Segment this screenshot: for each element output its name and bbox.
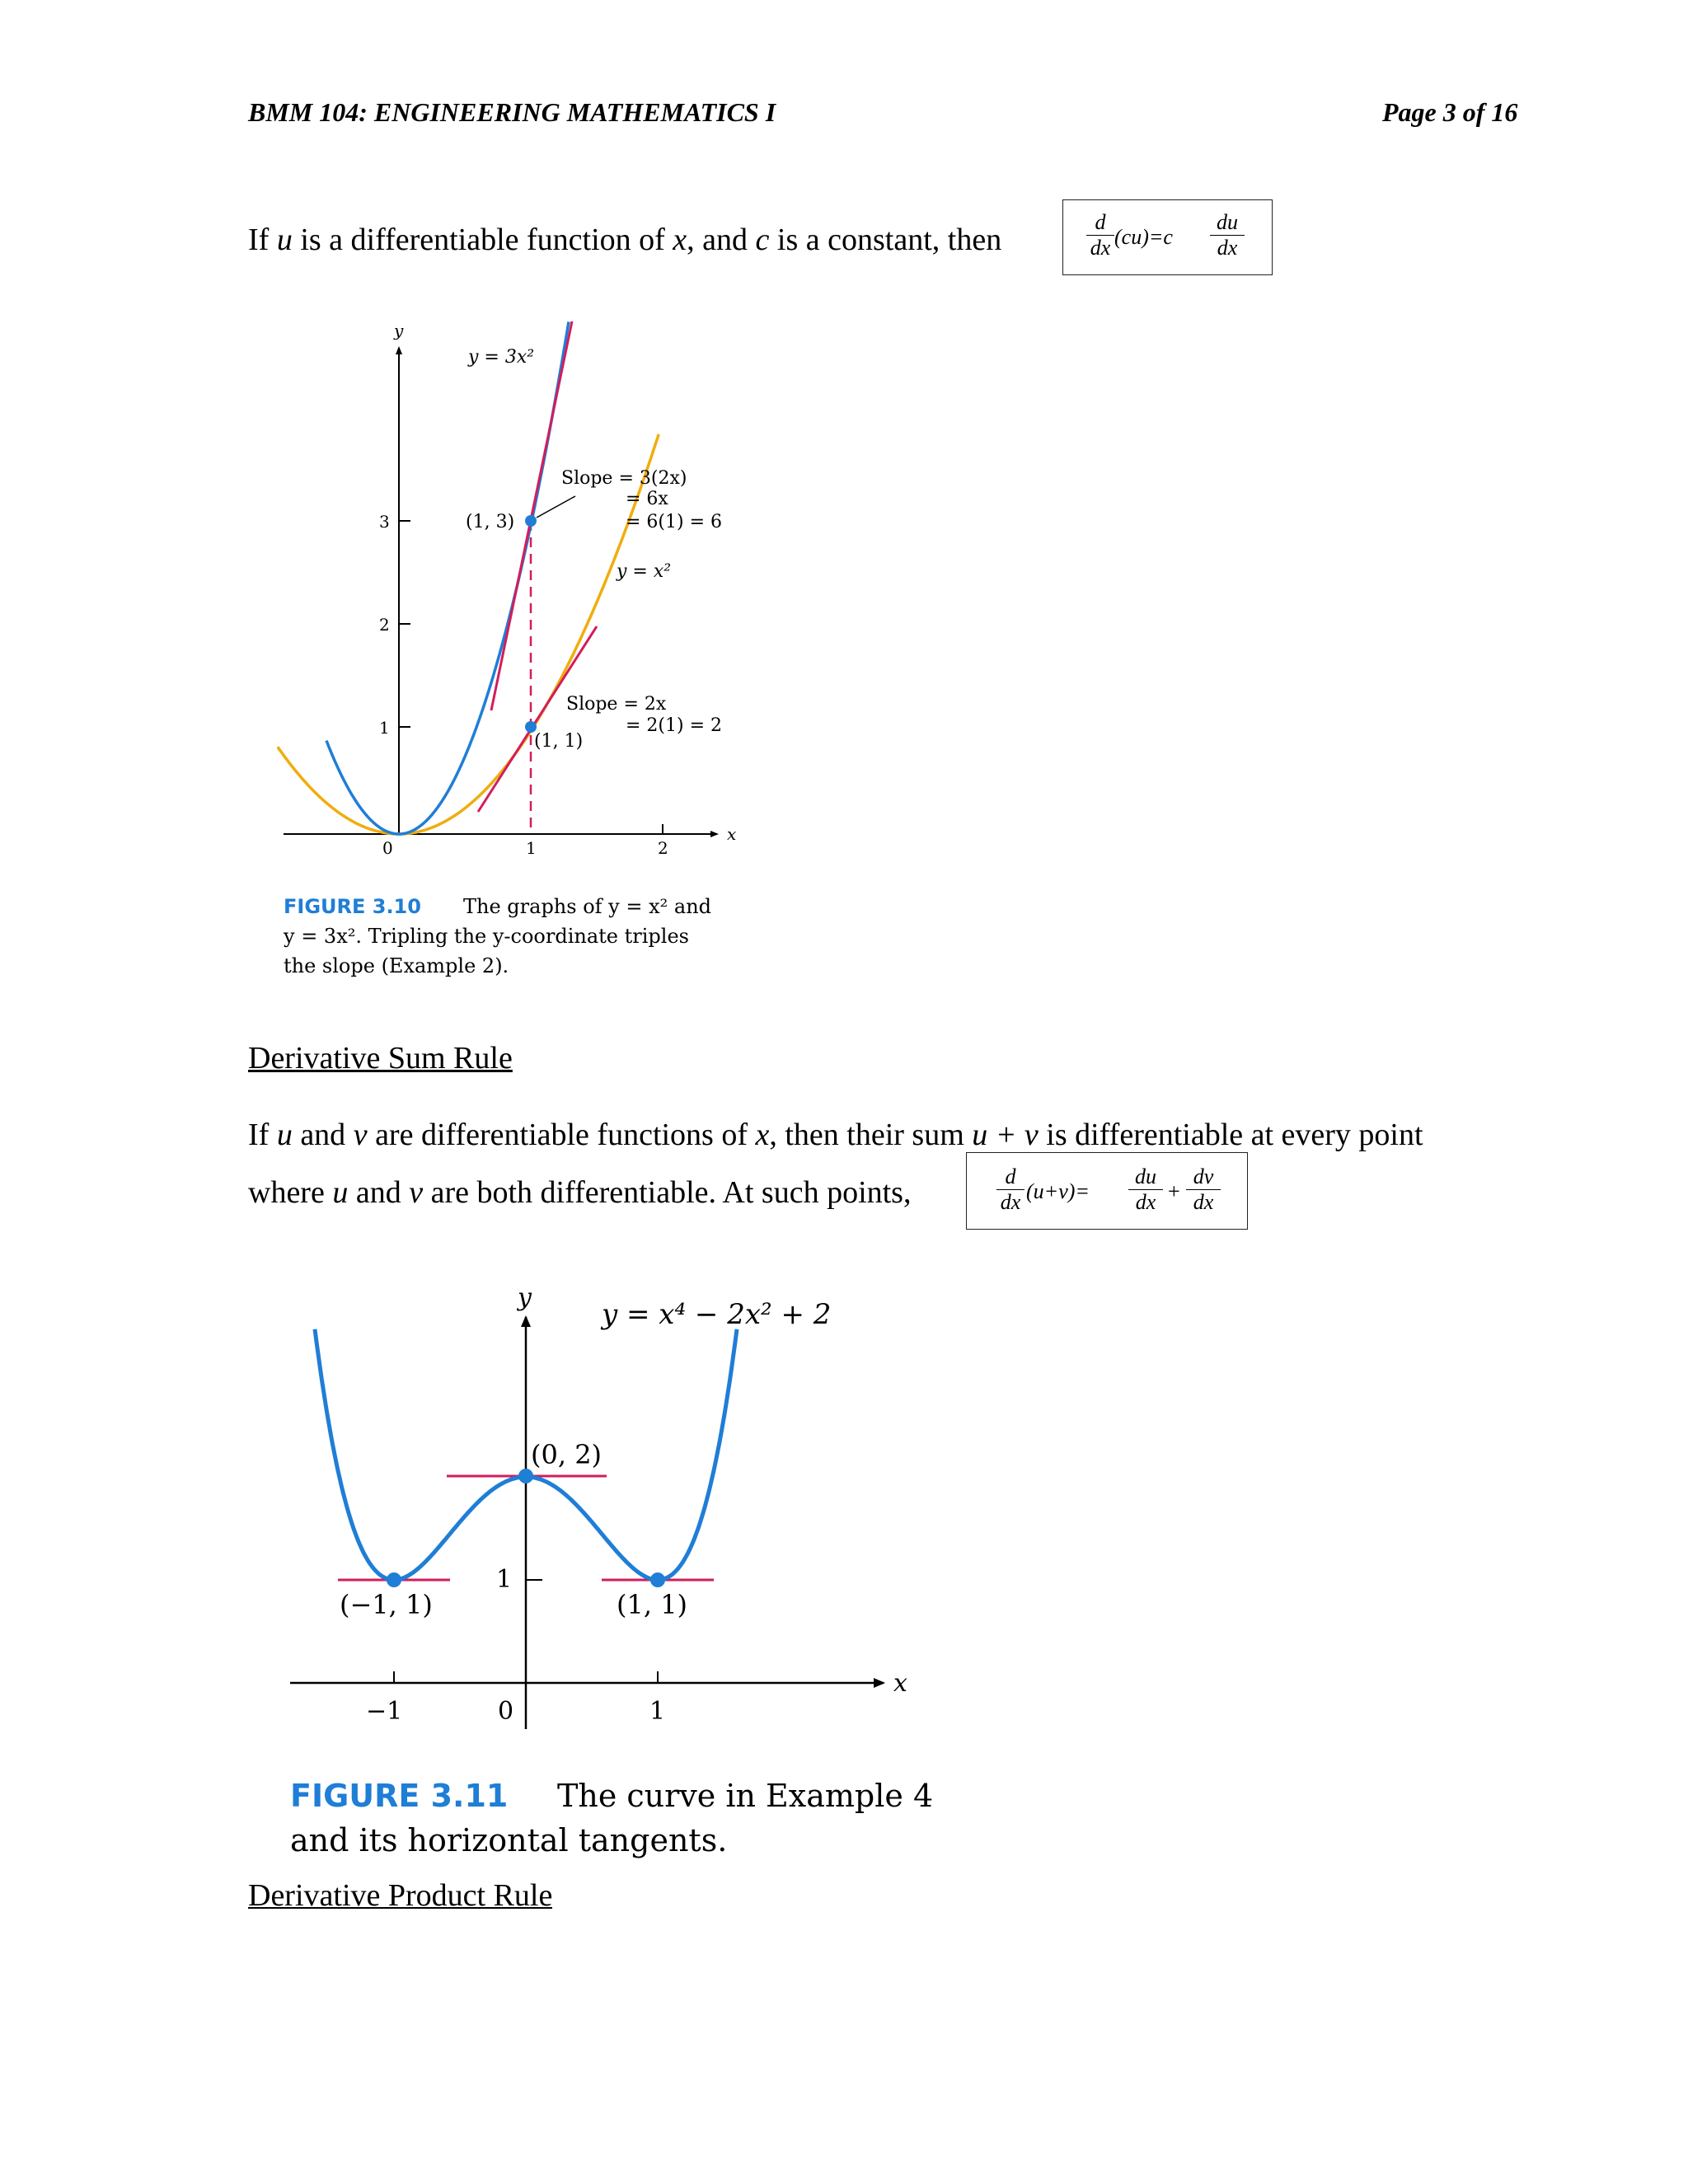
figure-3-10-title: FIGURE 3.10 [284,895,421,918]
figure-3-10-caption-line-2: y = 3x². Tripling the y-coordinate triples [284,925,689,948]
sum-rule-line-2: where u and v are both differentiable. At such points, [248,1175,912,1210]
course-header: BMM 104: ENGINEERING MATHEMATICS I [248,97,776,127]
x-tick-2: 2 [658,838,668,858]
slope-bottom-1: Slope = 2x [566,694,667,715]
product-rule-clip [248,1879,552,1909]
y-tick-3: 3 [379,512,390,532]
x-axis-label: x [893,1669,907,1698]
origin-label: 0 [382,838,393,858]
y-tick-1: 1 [379,718,390,738]
x-tick-1: 1 [526,838,537,858]
x-tick-minus-1: −1 [366,1697,403,1726]
constant-rule-formula: $\frac{d}{dx}$ (cu)=c $\frac{du}{dx}$ [1062,199,1273,275]
curve-3x-squared [326,321,569,834]
figure-3-11-title: FIGURE 3.11 [290,1778,509,1814]
figure-3-11-caption-line-1: The curve in Example 4 [557,1778,934,1814]
slope-top-1: Slope = 3(2x) [561,468,687,489]
slope-top-3: = 6(1) = 6 [626,512,723,532]
point-1-3 [525,515,537,527]
point-1-1 [650,1572,665,1587]
label-point-1-1: (1, 1) [534,731,584,752]
equation-label: y = x⁴ − 2x² + 2 [602,1298,832,1331]
page-number: Page 3 of 16 [1382,97,1518,127]
x-tick-1: 1 [649,1697,666,1726]
label-3x2: y = 3x² [468,347,535,368]
slope-bottom-2: = 2(1) = 2 [626,715,723,736]
sum-rule-formula: $\frac{d}{dx}$ (u+v)= $\frac{du}{dx}$ + $\frac{dv}{dx}$ [966,1152,1248,1230]
tangent-line-x2 [478,626,597,812]
x-axis-label: x [727,824,737,844]
label-point-1-3: (1, 3) [466,512,515,532]
figure-3-10 [277,313,771,989]
sum-rule-line-1: If u and v are differentiable functions of x, then their sum u + v is differentiable at every point [248,1118,1423,1152]
y-tick-2: 2 [379,615,390,635]
constant-rule-text: If u is a differentiable function of x, and c is a constant, then [248,223,1002,257]
y-tick-1: 1 [496,1565,513,1594]
label-point-minus-1-1: (−1, 1) [340,1589,433,1620]
figure-3-11-caption-line-2: and its horizontal tangents. [290,1822,728,1858]
origin-label: 0 [498,1697,514,1726]
figure-3-11 [277,1253,1002,1863]
product-rule-heading: Derivative Product Rule [248,1879,553,1909]
slope-top-2: = 6x [626,489,668,509]
label-point-1-1: (1, 1) [617,1589,688,1620]
y-axis-label: y [518,1283,532,1312]
point-minus-1-1 [387,1572,401,1587]
label-x2: y = x² [617,561,672,582]
point-0-2 [518,1469,533,1483]
y-axis-label: y [394,321,404,340]
label-point-0-2: (0, 2) [531,1439,603,1470]
curve-x-squared [278,434,659,834]
sum-rule-heading: Derivative Sum Rule [248,1041,513,1076]
figure-3-10-caption-line-3: the slope (Example 2). [284,954,509,977]
figure-3-10-caption-line-1: The graphs of y = x² and [463,895,712,918]
